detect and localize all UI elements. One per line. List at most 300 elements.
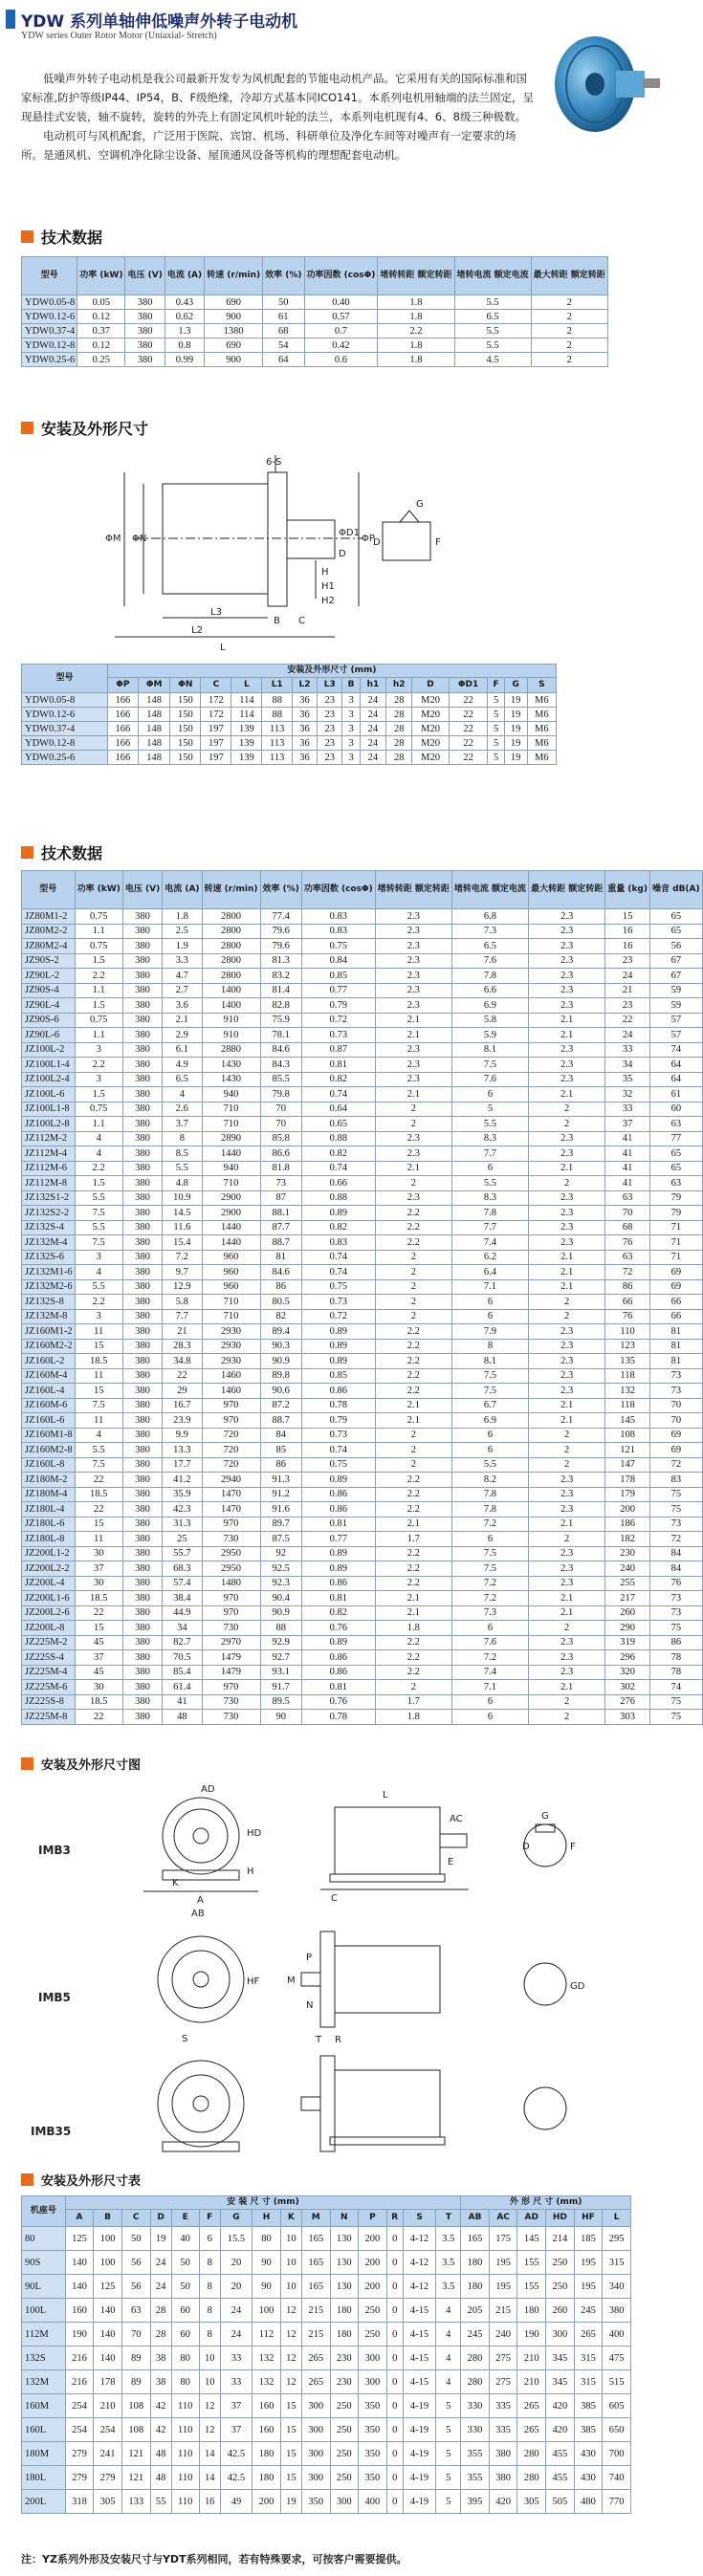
table-cell: 2.1	[529, 1087, 605, 1102]
table-cell: 15	[280, 2394, 301, 2418]
table-cell: 32	[605, 1087, 650, 1102]
table-cell: 77	[650, 1131, 703, 1146]
table-cell: 4-15	[403, 2370, 436, 2394]
table-cell: 148	[138, 722, 169, 736]
dim-label: AD	[201, 1784, 215, 1795]
table-cell: 380	[122, 1176, 162, 1191]
table-cell: M20	[412, 708, 449, 722]
table-cell: 200	[359, 2251, 387, 2275]
table-cell: 5	[436, 2394, 461, 2418]
table-cell: 7.8	[451, 969, 528, 984]
table-cell: 19	[150, 2227, 171, 2251]
table-header-cell: 电压 (V)	[125, 257, 165, 295]
model-cell: JZ100L-2	[22, 1042, 76, 1058]
table-cell: 0.75	[75, 1102, 122, 1117]
table-cell: 0	[386, 2299, 403, 2323]
table-cell: 24	[360, 736, 385, 751]
table-cell: 71	[650, 1250, 703, 1265]
table-cell: 88.1	[260, 1206, 301, 1221]
table-cell: 1.7	[375, 1532, 451, 1547]
table-row	[22, 338, 608, 353]
table-cell: 65	[650, 1146, 703, 1162]
dim-label: A	[197, 1895, 204, 1906]
table-cell: 8.2	[451, 1473, 528, 1488]
table-row	[22, 693, 557, 708]
table-cell: 2	[529, 1309, 605, 1324]
table-header-cell: 功率因数 (cosΦ)	[301, 871, 375, 909]
table-cell: 318	[65, 2490, 94, 2514]
table-cell: 2.3	[529, 1561, 605, 1577]
section-square-icon	[21, 422, 33, 434]
table-cell: 155	[517, 2251, 546, 2275]
table-cell: 148	[138, 751, 169, 765]
table-cell: 2.9	[163, 1028, 202, 1043]
table-row	[22, 736, 557, 751]
dim-label: K	[172, 1878, 179, 1888]
table-cell: 280	[461, 2347, 490, 2370]
table-cell: 0.05	[77, 295, 125, 310]
table-cell: 250	[330, 2418, 359, 2442]
table-cell: 22	[163, 1368, 202, 1384]
table-cell: 22	[75, 1502, 122, 1517]
table-group-header: 安装及外形尺寸 (mm)	[107, 665, 556, 678]
table-row	[22, 2299, 631, 2323]
table-cell: 90	[253, 2275, 281, 2299]
table-cell: 6.9	[451, 998, 528, 1014]
table-cell: 1460	[202, 1368, 260, 1384]
table-cell: 160	[253, 2418, 281, 2442]
table-cell: 2.1	[375, 1013, 451, 1028]
table-cell: 2	[375, 1250, 451, 1265]
table-cell: 190	[65, 2323, 94, 2347]
table-cell: 2.1	[163, 1013, 202, 1028]
table-cell: 230	[605, 1546, 650, 1561]
table-cell: 4	[436, 2347, 461, 2370]
table-cell: 7.5	[75, 1398, 122, 1413]
table-cell: 0.89	[301, 1635, 375, 1650]
table-cell: 2.1	[529, 1250, 605, 1265]
table-cell: 75.9	[260, 1013, 301, 1028]
table-cell: 0.89	[301, 1561, 375, 1577]
table-cell: 2	[375, 1457, 451, 1473]
table-cell: 7.5	[451, 1058, 528, 1073]
table-cell: 11.6	[163, 1220, 202, 1235]
table-cell: 300	[301, 2394, 330, 2418]
table-cell: 160	[253, 2394, 281, 2418]
table-cell: 0.78	[301, 1398, 375, 1413]
table-cell: 2.3	[529, 1354, 605, 1369]
table-cell: 690	[205, 338, 263, 353]
table-cell: 73	[650, 1368, 703, 1384]
table-cell: 88.7	[260, 1413, 301, 1429]
table-cell: 22	[449, 736, 488, 751]
table-cell: 72	[650, 1532, 703, 1547]
table-cell: 1480	[202, 1576, 260, 1591]
table-cell: 380	[122, 1206, 162, 1221]
table-cell: 0.89	[301, 1206, 375, 1221]
table-cell: 0.73	[301, 1028, 375, 1043]
table-cell: 65	[650, 1161, 703, 1176]
table-cell: 86.6	[260, 1146, 301, 1162]
table-cell: 7.7	[451, 1220, 528, 1235]
table-cell: 6	[451, 1295, 528, 1310]
table-cell: 79	[650, 1190, 703, 1206]
table-cell: 7.2	[451, 1576, 528, 1591]
table-cell: 0.75	[301, 1279, 375, 1295]
table-cell: 82.8	[260, 998, 301, 1014]
table-cell: 380	[122, 1220, 162, 1235]
table-cell: 0	[386, 2466, 403, 2490]
table-cell: 2.2	[375, 1561, 451, 1577]
dim-label: P	[306, 1953, 313, 1963]
table-cell: 2	[529, 1295, 605, 1310]
table-cell: 2.1	[529, 1517, 605, 1532]
table-cell: 2	[529, 1117, 605, 1132]
dim-label: F	[435, 537, 441, 548]
table-cell: 5.5	[454, 324, 531, 338]
table-cell: 15	[280, 2418, 301, 2442]
table-cell: 180	[330, 2299, 359, 2323]
table-cell: 380	[125, 353, 165, 367]
table-cell: 2.7	[163, 983, 202, 998]
table-cell: 300	[301, 2418, 330, 2442]
table-cell: 7.5	[451, 1384, 528, 1399]
table-cell: M6	[527, 736, 556, 751]
table-cell: 380	[122, 1621, 162, 1636]
table-cell: 0.86	[301, 1487, 375, 1502]
table-cell: 1470	[202, 1502, 260, 1517]
table-cell: 5	[488, 693, 504, 708]
table-cell: 217	[605, 1591, 650, 1606]
table-cell: 5	[436, 2466, 461, 2490]
table-row	[22, 1413, 703, 1429]
table-cell: 28	[150, 2299, 171, 2323]
table-cell: 380	[122, 1250, 162, 1265]
table-cell: 0.83	[301, 1235, 375, 1251]
table-cell: 2940	[202, 1473, 260, 1488]
table-header-cell: AD	[517, 2210, 546, 2227]
table-cell: 11	[75, 1532, 122, 1547]
table-cell: 2.2	[375, 1354, 451, 1369]
dim-label: L	[383, 1790, 388, 1801]
table-cell: 265	[301, 2347, 330, 2370]
table-cell: 302	[605, 1680, 650, 1695]
table-cell: 165	[301, 2227, 330, 2251]
table-cell: 2.3	[529, 1368, 605, 1384]
table-cell: 0.82	[301, 1220, 375, 1235]
table-cell: 92.5	[260, 1561, 301, 1577]
model-cell: JZ90L-4	[22, 998, 76, 1014]
table-cell: 24	[360, 693, 385, 708]
table-cell: 7.1	[451, 1279, 528, 1295]
intro-paragraph: 低噪声外转子电动机是我公司最新开发专为风机配套的节能电动机产品。它采用有关的国际标准和国家标准,防护等级IP44、IP54，B、F级绝缘，冷却方式基本同ICO141。本系列电机用轴端的法兰固定，呈现悬挂式安装，轴不旋转，旋转的外壳上有固定风机叶轮的法兰，本系列电机现有4、6、8级三种极数。	[21, 72, 534, 123]
table-cell: 89	[121, 2370, 150, 2394]
table-cell: 8	[199, 2251, 220, 2275]
table-cell: 186	[605, 1517, 650, 1532]
table-cell: 0.81	[301, 1517, 375, 1532]
table-row	[22, 1339, 703, 1354]
table-cell: 730	[202, 1710, 260, 1725]
table-cell: 4	[436, 2299, 461, 2323]
table-cell: 380	[122, 1190, 162, 1206]
table-cell: 380	[122, 1368, 162, 1384]
table-cell: 1.1	[75, 983, 122, 998]
table-cell: 30	[75, 1546, 122, 1561]
table-cell: 0.6	[304, 353, 378, 367]
model-cell: 180L	[22, 2466, 66, 2490]
table-cell: 90	[253, 2251, 281, 2275]
table-cell: 2	[531, 310, 607, 324]
table-cell: 195	[574, 2275, 603, 2299]
table-cell: 515	[603, 2370, 631, 2394]
table-cell: 132	[253, 2370, 281, 2394]
table-cell: 380	[122, 1546, 162, 1561]
table-cell: 2.1	[529, 1028, 605, 1043]
table-cell: 12	[280, 2299, 301, 2323]
table-cell: 2.3	[529, 1650, 605, 1666]
table-cell: 14	[199, 2442, 220, 2466]
table-row	[22, 1710, 703, 1725]
table-cell: 970	[202, 1413, 260, 1429]
model-cell: JZ80M2-4	[22, 939, 76, 954]
table-cell: 10.9	[163, 1190, 202, 1206]
table-cell: 90	[260, 1710, 301, 1725]
table-cell: 2.3	[375, 939, 451, 954]
table-cell: 2.6	[163, 1102, 202, 1117]
table-cell: 70	[605, 1206, 650, 1221]
table-cell: 41	[605, 1131, 650, 1146]
table-cell: 197	[201, 736, 231, 751]
dim-label: AB	[191, 1909, 205, 1919]
table-cell: 5.5	[451, 1117, 528, 1132]
table-cell: 166	[107, 722, 138, 736]
table-cell: 14	[199, 2466, 220, 2490]
table-cell: 2.2	[75, 1058, 122, 1073]
dim-label: ΦN	[132, 534, 147, 544]
table-cell: 65	[650, 924, 703, 939]
table-cell: 81	[650, 1324, 703, 1340]
table-cell: 150	[170, 708, 201, 722]
table-cell: 2.1	[529, 1161, 605, 1176]
table-cell: 2.1	[375, 1161, 451, 1176]
table-cell: 56	[121, 2275, 150, 2299]
table-row	[22, 1428, 703, 1443]
table-cell: 108	[605, 1428, 650, 1443]
dim-label: H1	[321, 581, 335, 592]
model-cell: 132M	[22, 2370, 66, 2394]
table-cell: 83	[650, 1473, 703, 1488]
table-cell: 380	[122, 924, 162, 939]
table-cell: 0.86	[301, 1665, 375, 1680]
table-cell: 31.3	[163, 1517, 202, 1532]
table-cell: 15	[280, 2466, 301, 2490]
table-cell: 125	[65, 2227, 94, 2251]
table-cell: 260	[605, 1605, 650, 1621]
table-cell: 140	[94, 2347, 122, 2370]
table-cell: 0	[386, 2418, 403, 2442]
table-cell: 175	[489, 2227, 517, 2251]
table-cell: 385	[574, 2394, 603, 2418]
table-cell: 710	[202, 1295, 260, 1310]
table-group-header: 安 装 尺 寸 (mm)	[65, 2196, 461, 2210]
table-cell: 0.42	[304, 338, 378, 353]
table-cell: 2.3	[529, 969, 605, 984]
table-header-cell: L3	[318, 678, 342, 693]
table-header-cell: 型号	[22, 257, 77, 295]
table-cell: 24	[360, 708, 385, 722]
table-row	[22, 1295, 703, 1310]
table-header-cell: S	[527, 678, 556, 693]
table-cell: 25	[163, 1532, 202, 1547]
table-cell: 2.2	[375, 1206, 451, 1221]
model-cell: 160L	[22, 2418, 66, 2442]
table-row	[22, 708, 557, 722]
table-cell: 22	[75, 1473, 122, 1488]
table-header-cell: 转速 (r/min)	[205, 257, 263, 295]
model-cell: JZ112M-2	[22, 1131, 76, 1146]
table-cell: 79.6	[260, 939, 301, 954]
table-cell: 5	[488, 751, 504, 765]
table-cell: 0.89	[301, 1339, 375, 1354]
table-cell: 69	[650, 1265, 703, 1280]
table-cell: 0.88	[301, 1190, 375, 1206]
table-header-cell: 效率 (%)	[260, 871, 301, 909]
table-cell: 66	[650, 1295, 703, 1310]
table-cell: 23	[605, 953, 650, 969]
table-cell: 350	[359, 2466, 387, 2490]
table-cell: 0.8	[165, 338, 204, 353]
table-cell: 2.3	[529, 1384, 605, 1399]
table-cell: 1.8	[378, 310, 454, 324]
table-header-cell: 最大转距 额定转距	[531, 257, 607, 295]
dim-label: AC	[450, 1814, 463, 1824]
table-cell: 200	[359, 2227, 387, 2251]
model-cell: JZ180L-4	[22, 1502, 76, 1517]
table-cell: 10	[199, 2347, 220, 2370]
table-cell: 18.5	[75, 1694, 122, 1710]
model-cell: JZ225M-2	[22, 1635, 76, 1650]
table-cell: 380	[125, 310, 165, 324]
table-cell: 2	[529, 1176, 605, 1191]
table-cell: 22	[449, 751, 488, 765]
table-cell: 970	[202, 1680, 260, 1695]
table-cell: 380	[122, 1635, 162, 1650]
table-cell: 2	[529, 1428, 605, 1443]
table-cell: 76	[650, 1576, 703, 1591]
table-header-cell: G	[220, 2210, 252, 2227]
table-cell: 42.5	[220, 2442, 252, 2466]
table-cell: 2.1	[375, 1413, 451, 1429]
model-cell: JZ180M-2	[22, 1473, 76, 1488]
table-cell: 2	[375, 1680, 451, 1695]
table-cell: 2.3	[375, 1072, 451, 1087]
table-row	[22, 2490, 631, 2514]
table-cell: 88	[260, 1621, 301, 1636]
table-row	[22, 310, 608, 324]
table-cell: 2.3	[529, 1235, 605, 1251]
model-cell: YDW0.25-6	[22, 751, 108, 765]
table-cell: 910	[202, 1028, 260, 1043]
table-cell: 166	[107, 736, 138, 751]
table-cell: 0.81	[301, 1058, 375, 1073]
table-cell: 455	[546, 2466, 575, 2490]
dim-label: H	[321, 567, 329, 578]
table-header-cell: L2	[292, 678, 317, 693]
table-cell: 7.1	[451, 1680, 528, 1695]
table-cell: 145	[605, 1413, 650, 1429]
table-row	[22, 1635, 703, 1650]
table-cell: 3.5	[436, 2275, 461, 2299]
table-cell: 10	[280, 2227, 301, 2251]
table-cell: 2.2	[375, 1546, 451, 1561]
table-cell: 110	[171, 2394, 199, 2418]
table-cell: 7.5	[451, 1546, 528, 1561]
table-cell: 2.1	[529, 1591, 605, 1606]
table-cell: 72	[650, 1457, 703, 1473]
table-cell: 6.5	[454, 310, 531, 324]
table-cell: 2	[375, 1176, 451, 1191]
table-cell: 35	[605, 1072, 650, 1087]
table-cell: 1470	[202, 1487, 260, 1502]
dim-label: C	[331, 1893, 338, 1904]
table-cell: 91.2	[260, 1487, 301, 1502]
table-cell: 320	[605, 1665, 650, 1680]
table-cell: 2.3	[529, 1339, 605, 1354]
table-cell: 710	[202, 1176, 260, 1191]
table-cell: M20	[412, 751, 449, 765]
table-cell: 100	[94, 2251, 122, 2275]
model-cell: YDW0.25-6	[22, 353, 77, 367]
table-cell: 4.8	[163, 1176, 202, 1191]
table-cell: 24	[605, 969, 650, 984]
table-cell: 2.2	[375, 1576, 451, 1591]
table-cell: 0.76	[301, 1694, 375, 1710]
table-row	[22, 1354, 703, 1369]
table-cell: 0.74	[301, 1265, 375, 1280]
table-cell: 7.4	[451, 1665, 528, 1680]
table-cell: 216	[65, 2370, 94, 2394]
table-cell: 0.57	[304, 310, 378, 324]
table-cell: 4	[163, 1087, 202, 1102]
table-cell: 2.2	[75, 1295, 122, 1310]
table-header-cell: 堵转转距 额定转距	[375, 871, 451, 909]
table-cell: 0.84	[301, 953, 375, 969]
table-cell: 36	[292, 693, 317, 708]
table-header-cell: H	[253, 2210, 281, 2227]
table-cell: 55.7	[163, 1546, 202, 1561]
table-cell: 7.6	[451, 1635, 528, 1650]
table-row	[22, 1087, 703, 1102]
table-cell: 380	[125, 295, 165, 310]
table-cell: 41	[605, 1161, 650, 1176]
table-header-cell: ΦD1	[449, 678, 488, 693]
table-cell: 3	[342, 751, 360, 765]
table-row	[22, 2394, 631, 2418]
table-cell: 2.2	[375, 1235, 451, 1251]
table-cell: 78.1	[260, 1028, 301, 1043]
table-cell: 36	[292, 708, 317, 722]
table-cell: 56	[121, 2251, 150, 2275]
table-row	[22, 1532, 703, 1547]
section-square-icon	[21, 1757, 33, 1770]
table-cell: 0	[386, 2347, 403, 2370]
table-cell: 63	[605, 1250, 650, 1265]
table-cell: 63	[605, 1190, 650, 1206]
table-cell: 8	[199, 2299, 220, 2323]
table-cell: 2.3	[529, 1220, 605, 1235]
table-cell: 166	[107, 751, 138, 765]
table-cell: 2950	[202, 1546, 260, 1561]
